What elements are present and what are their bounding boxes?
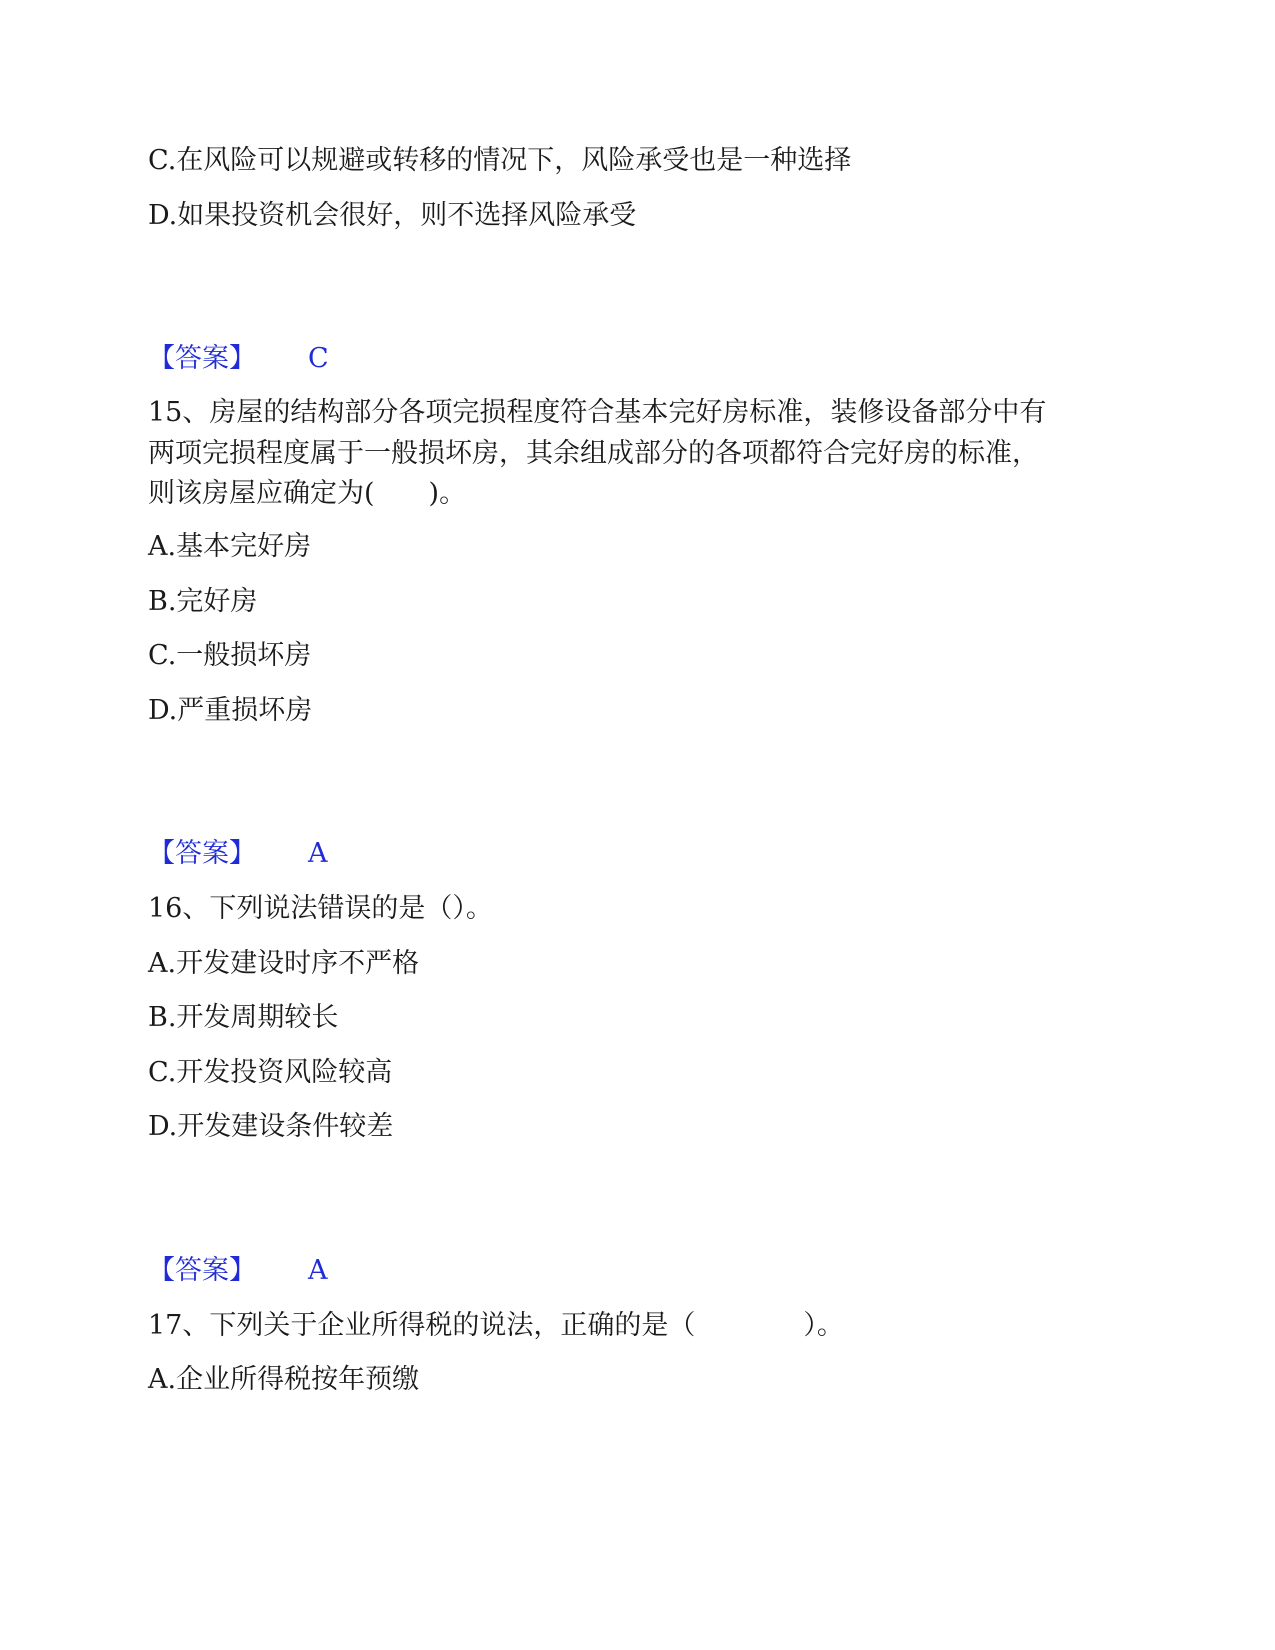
q15-option-a: A.基本完好房 [148, 531, 312, 562]
q16-option-a: A.开发建设时序不严格 [148, 948, 420, 979]
q16-option-b: B.开发周期较长 [148, 1002, 339, 1033]
answer-label: 【答案】 [148, 1255, 256, 1286]
q17-option-a: A.企业所得税按年预缴 [148, 1364, 420, 1395]
q15-option-d: D.严重损坏房 [148, 695, 313, 726]
q15-stem-line-2: 两项完损程度属于一般损坏房，其余组成部分的各项都符合完好房的标准， [148, 438, 1039, 469]
answer-value: C [308, 343, 329, 374]
q14-option-c: C.在风险可以规避或转移的情况下，风险承受也是一种选择 [148, 145, 852, 176]
q15-option-b: B.完好房 [148, 586, 258, 617]
q15-stem-line-1: 15、房屋的结构部分各项完损程度符合基本完好房标准，装修设备部分中有 [148, 397, 1047, 428]
q16-option-c: C.开发投资风险较高 [148, 1057, 393, 1088]
q16-option-d: D.开发建设条件较差 [148, 1111, 394, 1142]
answer-label: 【答案】 [148, 838, 256, 869]
q16-stem: 16、下列说法错误的是（）。 [148, 893, 493, 924]
answer-14 [148, 343, 329, 375]
answer-16 [148, 1255, 328, 1287]
q14-option-d: D.如果投资机会很好，则不选择风险承受 [148, 200, 637, 231]
answer-value: A [308, 838, 328, 869]
answer-15 [148, 838, 328, 870]
answer-label: 【答案】 [148, 343, 256, 374]
q15-stem-line-3: 则该房屋应确定为( )。 [148, 478, 467, 509]
answer-value: A [308, 1255, 328, 1286]
q15-option-c: C.一般损坏房 [148, 640, 312, 671]
q17-stem: 17、下列关于企业所得税的说法，正确的是（ ）。 [148, 1310, 844, 1341]
